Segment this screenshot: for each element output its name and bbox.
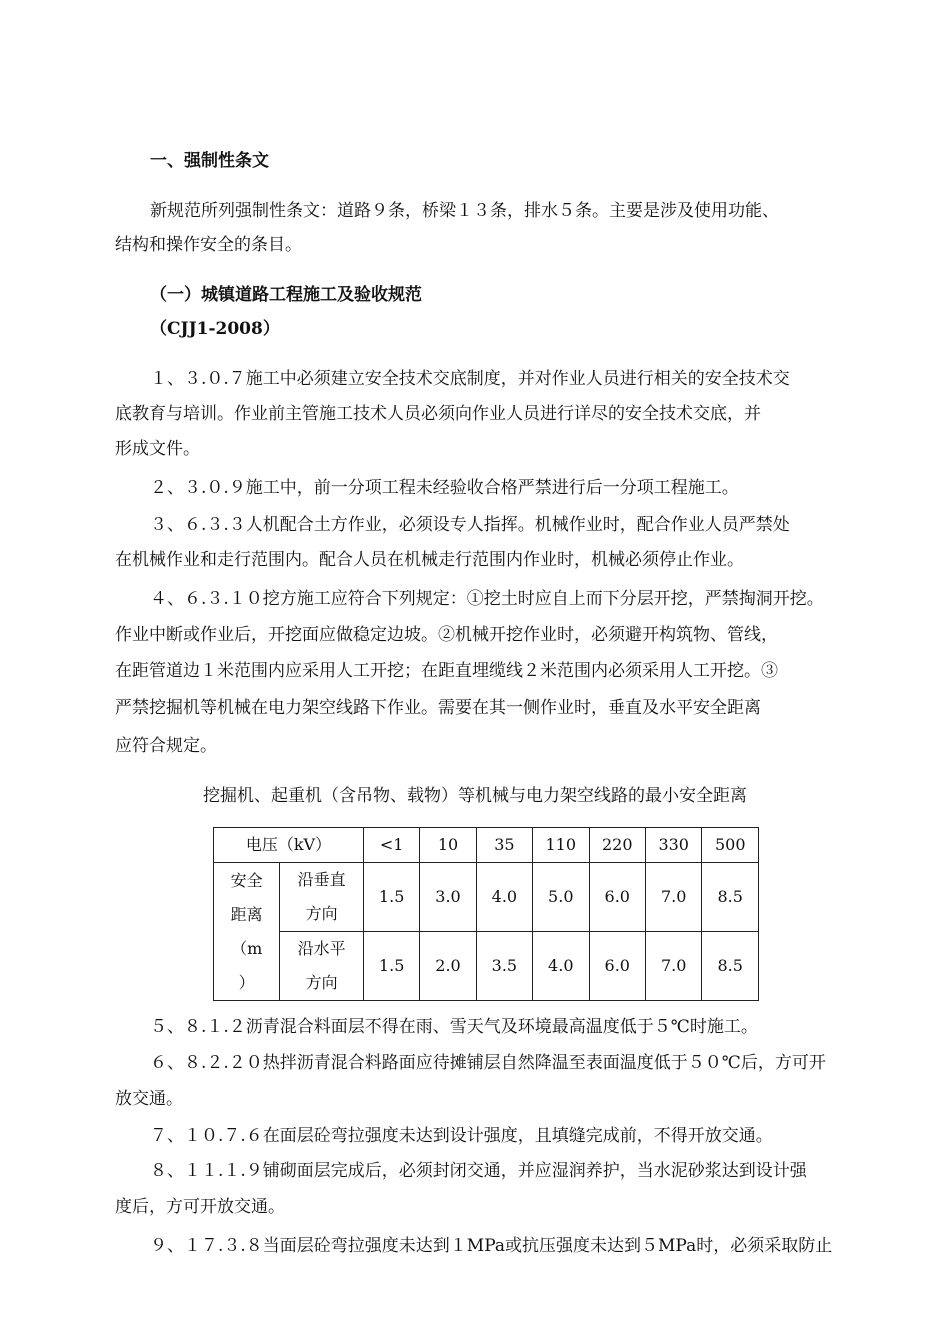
row-group-label: 安全 距离 （m ）: [214, 863, 280, 1001]
voltage-cell: 500: [702, 828, 759, 863]
item-1-line-3: 形成文件。: [115, 439, 200, 459]
item-9-line-1: ９、１７.３.８当面层砼弯拉强度未达到１MPa或抗压强度未达到５MPa时，必须采取防止: [150, 1236, 833, 1256]
table-row: [214, 932, 759, 1001]
section-title: 一、强制性条文: [150, 151, 269, 171]
item-5-line-1: ５、８.１.２沥青混合料面层不得在雨、雪天气及环境最高温度低于５℃时施工。: [150, 1017, 758, 1037]
item-4-line-2: 作业中断或作业后，开挖面应做稳定边坡。②机械开挖作业时，必须避开构筑物、管线，: [115, 625, 778, 645]
item-2-line-1: ２、３.０.９施工中，前一分项工程未经验收合格严禁进行后一分项工程施工。: [150, 478, 739, 498]
subsection-code: （CJJ1-2008）: [150, 319, 280, 339]
value-cell: 4.0: [476, 863, 532, 932]
value-cell: 7.0: [645, 863, 701, 932]
value-cell: 3.0: [420, 863, 476, 932]
item-4-line-4: 严禁挖掘机等机械在电力架空线路下作业。需要在其一侧作业时，垂直及水平安全距离: [115, 698, 761, 718]
item-6-line-1: ６、８.２.２０热拌沥青混合料路面应待摊铺层自然降温至表面温度低于５０℃后，方可开: [150, 1053, 826, 1073]
row-label-vertical: 沿垂直 方向: [280, 863, 364, 932]
value-cell: 7.0: [645, 932, 701, 1001]
header-label-cell: 电压（kV）: [214, 828, 364, 863]
value-cell: 1.5: [363, 932, 419, 1001]
value-cell: 1.5: [363, 863, 419, 932]
voltage-cell: <1: [363, 828, 419, 863]
item-1-line-2: 底教育与培训。作业前主管施工技术人员必须向作业人员进行详尽的安全技术交底，并: [115, 404, 761, 424]
value-cell: 3.5: [476, 932, 532, 1001]
item-3-line-2: 在机械作业和走行范围内。配合人员在机械走行范围内作业时，机械必须停止作业。: [115, 550, 744, 570]
row-label-horizontal: 沿水平 方向: [280, 932, 364, 1001]
voltage-cell: 220: [589, 828, 645, 863]
value-cell: 2.0: [420, 932, 476, 1001]
item-4-line-1: ４、６.３.１０挖方施工应符合下列规定：①挖土时应自上而下分层开挖，严禁掏洞开挖。: [150, 589, 824, 609]
value-cell: 8.5: [702, 863, 759, 932]
table-caption: 挖掘机、起重机（含吊物、载物）等机械与电力架空线路的最小安全距离: [203, 786, 747, 806]
voltage-cell: 330: [645, 828, 701, 863]
item-4-line-5: 应符合规定。: [115, 736, 217, 756]
voltage-cell: 110: [533, 828, 589, 863]
item-8-line-2: 度后，方可开放交通。: [115, 1197, 285, 1217]
value-cell: 6.0: [589, 863, 645, 932]
intro-line-1: 新规范所列强制性条文：道路９条，桥梁１３条，排水５条。主要是涉及使用功能、: [150, 201, 779, 221]
subsection-title: （一）城镇道路工程施工及验收规范: [150, 285, 422, 305]
item-6-line-2: 放交通。: [115, 1089, 183, 1109]
item-8-line-1: ８、１１.１.９铺砌面层完成后，必须封闭交通，并应湿润养护，当水泥砂浆达到设计强: [150, 1161, 807, 1181]
value-cell: 4.0: [533, 932, 589, 1001]
voltage-cell: 35: [476, 828, 532, 863]
table-row: [214, 863, 759, 932]
table-header-row: [214, 828, 759, 863]
voltage-cell: 10: [420, 828, 476, 863]
item-3-line-1: ３、６.３.３人机配合土方作业，必须设专人指挥。机械作业时，配合作业人员严禁处: [150, 515, 790, 535]
value-cell: 6.0: [589, 932, 645, 1001]
safety-distance-table: [213, 827, 759, 1001]
item-1-line-1: １、３.０.７施工中必须建立安全技术交底制度，并对作业人员进行相关的安全技术交: [150, 369, 790, 389]
value-cell: 5.0: [533, 863, 589, 932]
item-7-line-1: ７、１０.７.６在面层砼弯拉强度未达到设计强度，且填缝完成前，不得开放交通。: [150, 1126, 773, 1146]
item-4-line-3: 在距管道边１米范围内应采用人工开挖；在距直埋缆线２米范围内必须采用人工开挖。③: [115, 661, 778, 681]
intro-line-2: 结构和操作安全的条目。: [115, 235, 302, 255]
value-cell: 8.5: [702, 932, 759, 1001]
